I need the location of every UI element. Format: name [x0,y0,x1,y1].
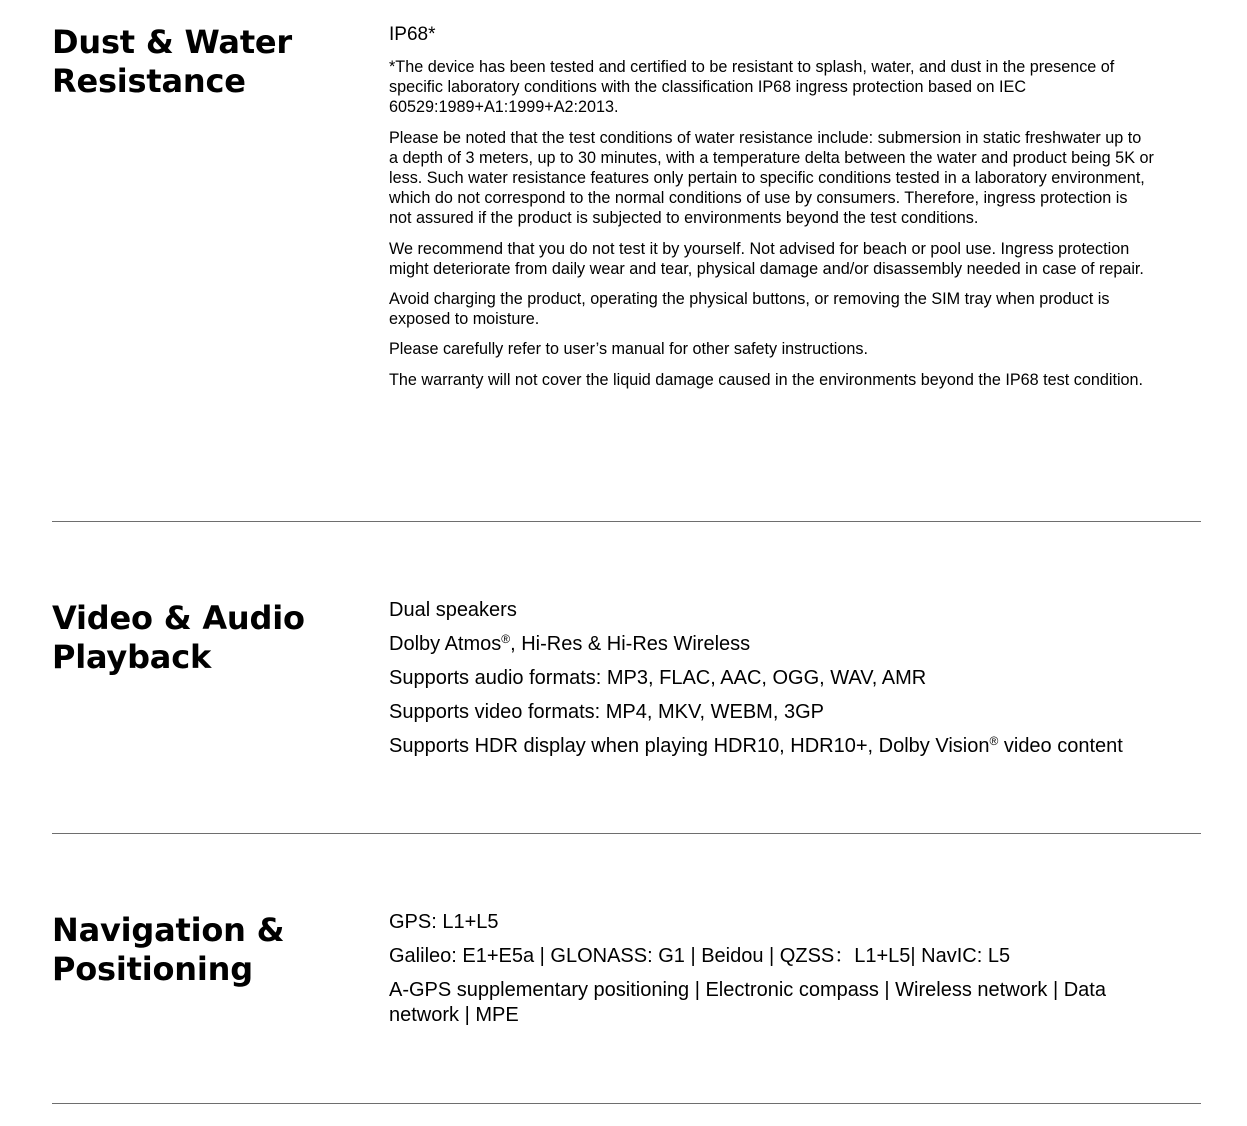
dw-paragraph: We recommend that you do not test it by yourself. Not advised for beach or pool use. Ingress protection might deteriorate from daily wear and tear, physical damage and/or disassembly needed in case of repair. [389,239,1144,278]
spec-item: GPS: L1+L5 [389,911,499,933]
spec-item: Galileo: E1+E5a | GLONASS: G1 | Beidou | QZSS：L1+L5| NavIC: L5 [389,945,1011,967]
section-divider [52,1103,1201,1104]
dw-paragraph: Avoid charging the product, operating the physical buttons, or removing the SIM tray when product is exposed to moisture. [389,290,1110,329]
dw-paragraph: Please carefully refer to user’s manual for other safety instructions. [389,340,868,359]
ip-rating: IP68* [389,24,436,45]
section-divider [52,521,1201,522]
section-title-navigation: Navigation & Positioning [52,911,285,988]
section-content-dust-water [389,23,1154,400]
section-divider [52,833,1201,834]
registered-mark: ® [501,632,511,646]
dw-paragraph: Please be noted that the test conditions of water resistance include: submersion in static freshwater up to a depth of 3 meters, up to 30 minutes, with a temperature delta between the water and product being 5K or less. Such water resistance features only pertain to specific conditions tested in a laboratory environment, which do not correspond to the normal conditions of use by consumers. Therefore, ingress protection is not assured if the product is subjected to environments beyond the test conditions. [389,128,1154,228]
section-title-video-audio: Video & Audio Playback [52,599,305,676]
dw-paragraph: The warranty will not cover the liquid damage caused in the environments beyond the IP68 test condition. [389,370,1144,389]
spec-item: Dual speakers [389,599,517,621]
spec-item: Supports video formats: MP4, MKV, WEBM, 3GP [389,701,824,723]
spec-item: Dolby Atmos®, Hi-Res & Hi-Res Wireless [389,632,751,655]
spec-item: Supports HDR display when playing HDR10, HDR10+, Dolby Vision® video content [389,734,1123,757]
section-content-navigation [389,910,1154,1037]
spec-item: A-GPS supplementary positioning | Electronic compass | Wireless network | Data network | MPE [389,979,1106,1026]
registered-mark: ® [989,734,999,748]
section-content-video-audio [389,598,1179,768]
spec-item: Supports audio formats: MP3, FLAC, AAC, OGG, WAV, AMR [389,667,927,689]
dw-paragraph: *The device has been tested and certified to be resistant to splash, water, and dust in the presence of specific laboratory conditions with the classification IP68 ingress protection based on IEC 60529:1989+A1:1999+A2:2013. [389,58,1115,117]
section-title-dust-water: Dust & Water Resistance [52,23,293,100]
